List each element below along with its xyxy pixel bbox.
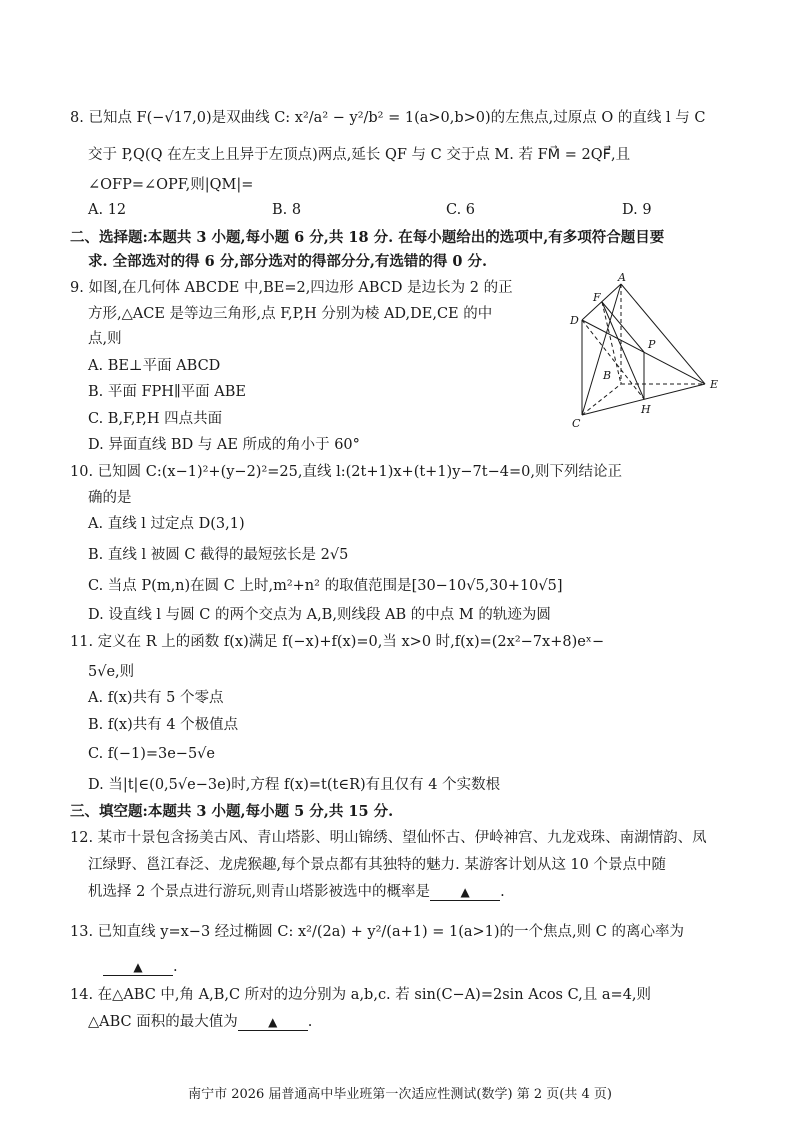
q12-line3: 机选择 2 个景点进行游玩,则青山塔影被选中的概率是 ▲ . (88, 884, 505, 900)
label-H: H (641, 403, 651, 416)
q13-line2: ▲ . (103, 957, 178, 977)
edge-AC (582, 284, 621, 415)
q11-option-b: B. f(x)共有 4 个极值点 (88, 717, 239, 733)
q9-option-d: D. 异面直线 BD 与 AE 所成的角小于 60° (88, 437, 360, 453)
q9-option-b: B. 平面 FPH∥平面 ABE (88, 384, 246, 400)
segment-DH (582, 320, 644, 399)
q8-line2: 交于 P,Q(Q 在左支上且异于左顶点)两点,延长 QF 与 C 交于点 M. 若 FM⃗ = 2QF⃗,且 (88, 147, 631, 163)
section3-heading: 三、填空题:本题共 3 小题,每小题 5 分,共 15 分. (70, 803, 394, 820)
section2-heading-line1: 二、选择题:本题共 3 小题,每小题 6 分,共 18 分. 在每小题给出的选项中,有多项符合题目要 (70, 229, 665, 246)
q10-option-c: C. 当点 P(m,n)在圆 C 上时,m²+n² 的取值范围是[30−10√5,30+10√5] (88, 578, 563, 594)
q14-line1: 14. 在△ABC 中,角 A,B,C 所对的边分别为 a,b,c. 若 sin(C−A)=2sin Acos C,且 a=4,则 (70, 987, 652, 1003)
label-F: F (593, 291, 601, 304)
section2-heading-line2: 求. 全部选对的得 6 分,部分选对的得部分分,有选错的得 0 分. (88, 253, 488, 270)
q11-option-c: C. f(−1)=3e−5√e (88, 746, 216, 762)
q8-line3: ∠OFP=∠OPF,则|QM|= (88, 177, 254, 193)
label-A: A (618, 272, 626, 284)
q9-line1: 9. 如图,在几何体 ABCDE 中,BE=2,四边形 ABCD 是边长为 2 的正 (70, 280, 513, 296)
q11-option-d: D. 当|t|∈(0,5√e−3e)时,方程 f(x)=t(t∈R)有且仅有 4 个实数根 (88, 777, 501, 793)
label-B: B (603, 369, 612, 382)
label-E: E (710, 378, 719, 391)
q14-line2: △ABC 面积的最大值为 ▲ . (88, 1014, 313, 1030)
q8-option-d: D. 9 (622, 202, 652, 218)
q11-line2: 5√e,则 (88, 664, 135, 680)
q10-line1: 10. 已知圆 C:(x−1)²+(y−2)²=25,直线 l:(2t+1)x+(t+1)y−7t−4=0,则下列结论正 (70, 464, 622, 480)
q8-option-a: A. 12 (88, 202, 127, 218)
q8-option-b: B. 8 (272, 202, 302, 218)
label-D: D (570, 314, 579, 327)
blank-triangle-icon: ▲ (460, 885, 470, 899)
label-P: P (648, 338, 656, 351)
q13-answer-blank (103, 959, 173, 976)
blank-triangle-icon: ▲ (133, 960, 143, 974)
q9-line2: 方形,△ACE 是等边三角形,点 F,P,H 分别为棱 AD,DE,CE 的中 (88, 306, 493, 322)
q10-option-b: B. 直线 l 被圆 C 截得的最短弦长是 2√5 (88, 547, 349, 563)
q10-line2: 确的是 (88, 490, 132, 506)
q9-line3: 点,则 (88, 331, 122, 347)
blank-triangle-icon: ▲ (268, 1015, 278, 1029)
q9-option-a: A. BE⊥平面 ABCD (88, 358, 221, 374)
q10-option-d: D. 设直线 l 与圆 C 的两个交点为 A,B,则线段 AB 的中点 M 的轨迹为圆 (88, 607, 551, 623)
q14-answer-blank (238, 1014, 308, 1031)
q12-line1: 12. 某市十景包含扬美古风、青山塔影、明山锦绣、望仙怀古、伊岭神宫、九龙戏珠、南湖情韵、凤 (70, 830, 707, 846)
q9-geometry-figure (560, 272, 730, 432)
q8-line1: 8. 已知点 F(−√17,0)是双曲线 C: x²/a² − y²/b² = 1(a>0,b>0)的左焦点,过原点 O 的直线 l 与 C (70, 110, 706, 126)
q11-line1: 11. 定义在 R 上的函数 f(x)满足 f(−x)+f(x)=0,当 x>0 时,f(x)=(2x²−7x+8)eˣ− (70, 634, 605, 650)
label-C: C (572, 417, 581, 430)
page-footer: 南宁市 2026 届普通高中毕业班第一次适应性测试(数学) 第 2 页(共 4 页) (188, 1087, 612, 1102)
q8-option-c: C. 6 (446, 202, 476, 218)
q12-line2: 江绿野、邕江春泛、龙虎猴趣,每个景点都有其独特的魅力. 某游客计划从这 10 个景点中随 (88, 857, 666, 873)
edge-AE (621, 284, 705, 384)
q13-line1: 13. 已知直线 y=x−3 经过椭圆 C: x²/(2a) + y²/(a+1) = 1(a>1)的一个焦点,则 C 的离心率为 (70, 924, 684, 940)
q11-option-a: A. f(x)共有 5 个零点 (88, 690, 224, 706)
q12-answer-blank (430, 884, 500, 901)
q9-option-c: C. B,F,P,H 四点共面 (88, 411, 223, 427)
q10-option-a: A. 直线 l 过定点 D(3,1) (88, 516, 245, 532)
